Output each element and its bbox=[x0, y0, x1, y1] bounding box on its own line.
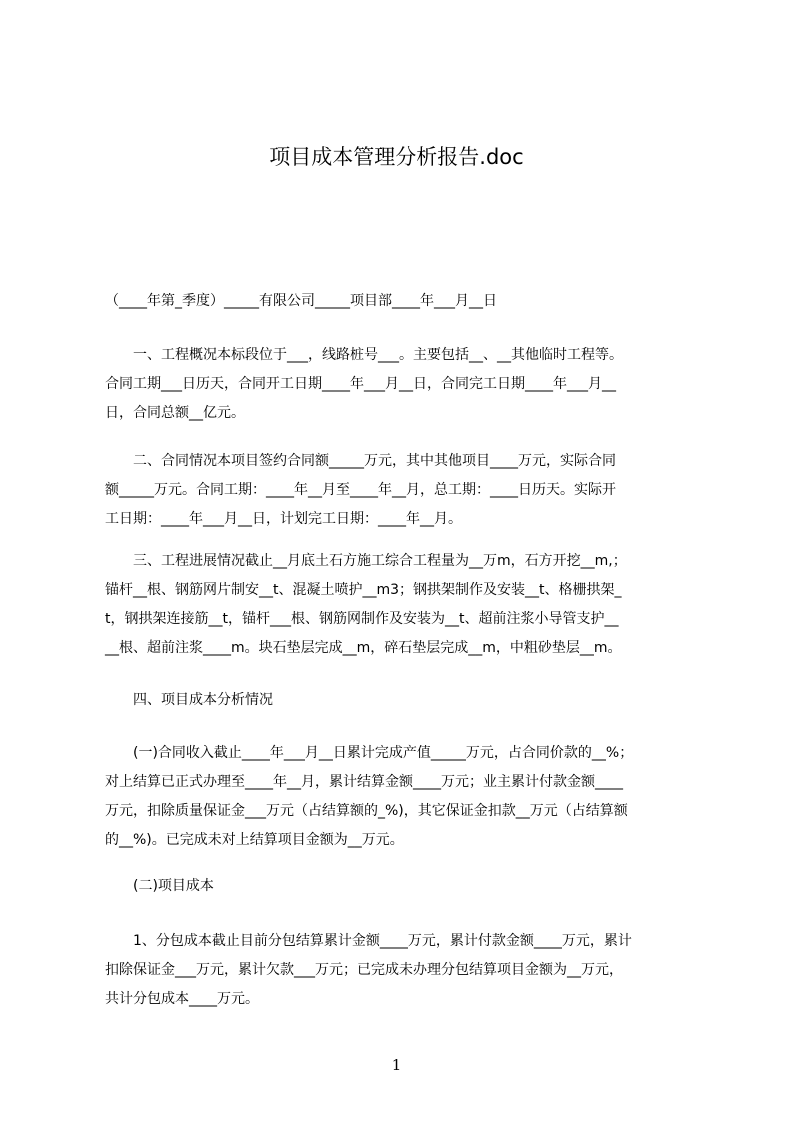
paragraph-line: 合同工期___日历天，合同开工日期____年___月__日，合同完工日期____年___月__ bbox=[105, 376, 616, 392]
paragraph-line: 万元，扣除质量保证金___万元（占结算额的_%)，其它保证金扣款__万元（占结算额 bbox=[105, 803, 628, 819]
report-header-line bbox=[105, 287, 711, 316]
heading-line: (二)项目成本 bbox=[105, 878, 214, 894]
paragraph-line: 额_____万元。合同工期：____年__月至____年__月，总工期：____日历天。实际开 bbox=[105, 482, 616, 498]
document-title: 项目成本管理分析报告.doc bbox=[269, 145, 524, 169]
paragraph-line: 的__%)。已完成未对上结算项目金额为__万元。 bbox=[105, 832, 404, 848]
paragraph-line: t，钢拱架连接筋__t，锚杆___根、钢筋网制作及安装为__t、超前注浆小导管支护__ bbox=[105, 611, 619, 627]
paragraph-line: 1、分包成本截止目前分包结算累计金额____万元，累计付款金额____万元，累计 bbox=[105, 933, 632, 949]
header-text: （____年第_季度）_____有限公司_____项目部____年___月__日 bbox=[105, 293, 497, 309]
paragraph-line: 三、工程进展情况截止__月底土石方施工综合工程量为__万m，石方开挖__m,； bbox=[105, 553, 627, 569]
paragraph-line: 日，合同总额__亿元。 bbox=[105, 405, 245, 421]
section-subcontract-cost bbox=[105, 927, 711, 1014]
section-project-cost-heading bbox=[105, 872, 711, 901]
paragraph-line: (一)合同收入截止____年___月__日累计完成产值_____万元，占合同价款的__%； bbox=[105, 745, 634, 761]
paragraph-line: 二、合同情况本项目签约合同额_____万元，其中其他项目____万元，实际合同 bbox=[105, 453, 616, 469]
paragraph-line: 工日期：____年___月__日，计划完工日期：____年__月。 bbox=[105, 511, 462, 527]
section-contract-revenue bbox=[105, 739, 711, 855]
page-number: 1 bbox=[391, 1056, 402, 1074]
paragraph-line: 锚杆__根、钢筋网片制安__t、混凝土喷护__m3；钢拱架制作及安装__t、格栅拱架_ bbox=[105, 582, 622, 598]
paragraph-line: 共计分包成本____万元。 bbox=[105, 991, 259, 1007]
paragraph-line: 扣除保证金___万元，累计欠款___万元；已完成未办理分包结算项目金额为__万元， bbox=[105, 962, 623, 978]
paragraph-line: 对上结算已正式办理至____年__月，累计结算金额____万元；业主累计付款金额____ bbox=[105, 774, 623, 790]
section-contract-info bbox=[105, 447, 711, 534]
paragraph-line: 一、工程概况本标段位于___，线路桩号___。主要包括__、__其他临时工程等。 bbox=[105, 347, 623, 363]
section-project-overview bbox=[105, 341, 711, 428]
heading-line: 四、项目成本分析情况 bbox=[105, 692, 273, 708]
section-cost-analysis-heading bbox=[105, 686, 711, 715]
section-progress bbox=[105, 547, 711, 663]
paragraph-line: __根、超前注浆____m。块石垫层完成__m，碎石垫层完成__m，中粗砂垫层__m。 bbox=[105, 640, 622, 656]
